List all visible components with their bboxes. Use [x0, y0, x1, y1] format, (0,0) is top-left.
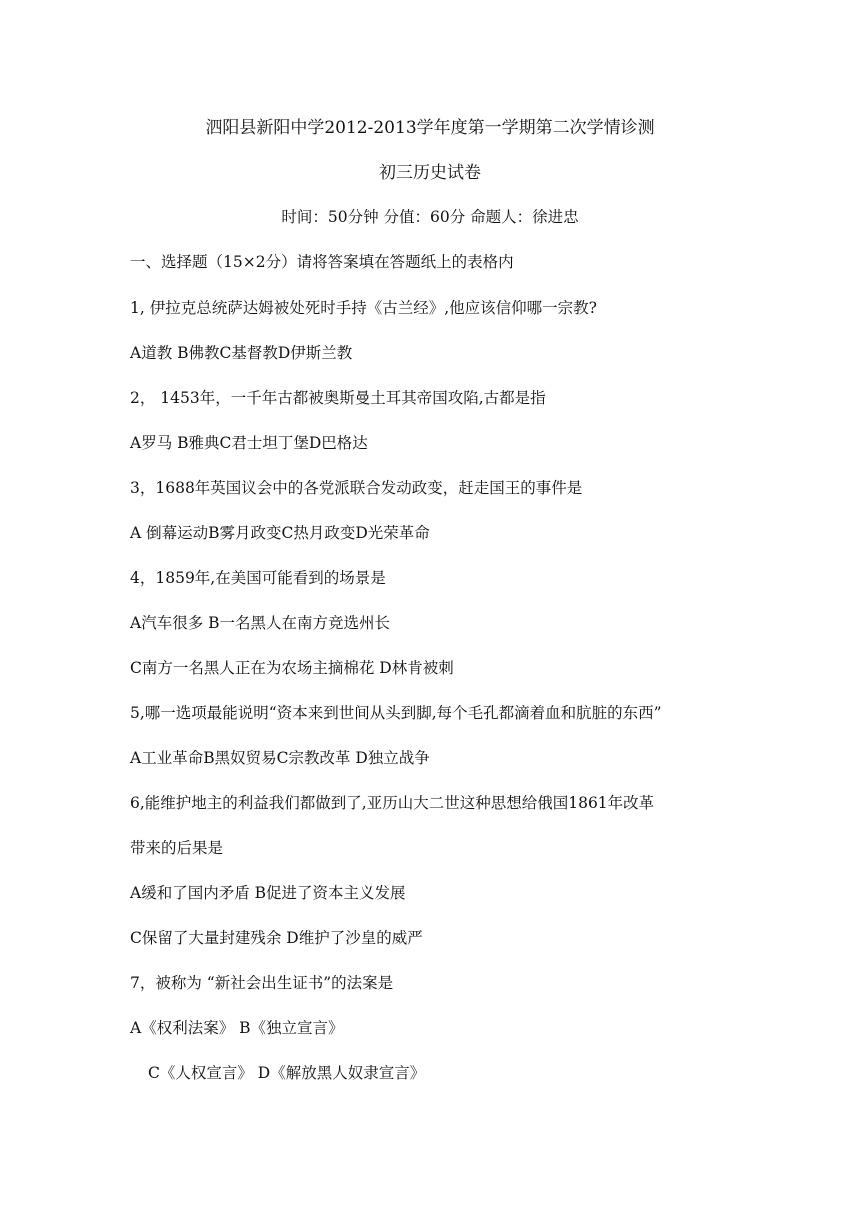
- question-1-options: A道教 B佛教C基督教D伊斯兰教: [130, 344, 353, 362]
- question-7-options: A《权利法案》 B《独立宣言》: [130, 1019, 344, 1037]
- question-7-stem: 7，被称为 “新社会出生证书”的法案是: [130, 974, 394, 992]
- question-6-stem-2: 带来的后果是: [130, 839, 224, 857]
- question-1-stem: 1, 伊拉克总统萨达姆被处死时手持《古兰经》,他应该信仰哪一宗教?: [130, 299, 597, 317]
- question-2-stem: 2， 1453年，一千年古都被奥斯曼土耳其帝国攻陷,古都是指: [130, 389, 546, 407]
- question-4-options: A汽车很多 B一名黑人在南方竞选州长: [130, 614, 391, 632]
- question-7-options-2: C《人权宣言》 D《解放黑人奴隶宣言》: [148, 1064, 426, 1082]
- question-2-options: A罗马 B雅典C君士坦丁堡D巴格达: [130, 434, 368, 452]
- exam-info: 时间：50分钟 分值：60分 命题人：徐进忠: [281, 208, 579, 226]
- exam-subtitle: 初三历史试卷: [379, 163, 481, 183]
- question-5-options: A工业革命B黑奴贸易C宗教改革 D独立战争: [130, 749, 430, 767]
- question-5-stem: 5,哪一选项最能说明“资本来到世间从头到脚,每个毛孔都滴着血和肮脏的东西”: [130, 704, 662, 722]
- question-3-stem: 3，1688年英国议会中的各党派联合发动政变，赶走国王的事件是: [130, 479, 583, 497]
- question-6-options: A缓和了国内矛盾 B促进了资本主义发展: [130, 884, 406, 902]
- exam-title: 泗阳县新阳中学2012-2013学年度第一学期第二次学情诊测: [205, 118, 655, 138]
- question-6-options-2: C保留了大量封建残余 D维护了沙皇的威严: [130, 929, 423, 947]
- question-4-stem: 4，1859年,在美国可能看到的场景是: [130, 569, 386, 587]
- question-4-options-2: C南方一名黑人正在为农场主摘棉花 D林肯被刺: [130, 659, 454, 677]
- question-6-stem: 6,能维护地主的利益我们都做到了,亚历山大二世这种思想给俄国1861年改革: [130, 794, 655, 812]
- section-heading: 一、选择题（15×2分）请将答案填在答题纸上的表格内: [130, 253, 514, 271]
- question-3-options: A 倒幕运动B雾月政变C热月政变D光荣革命: [130, 524, 430, 542]
